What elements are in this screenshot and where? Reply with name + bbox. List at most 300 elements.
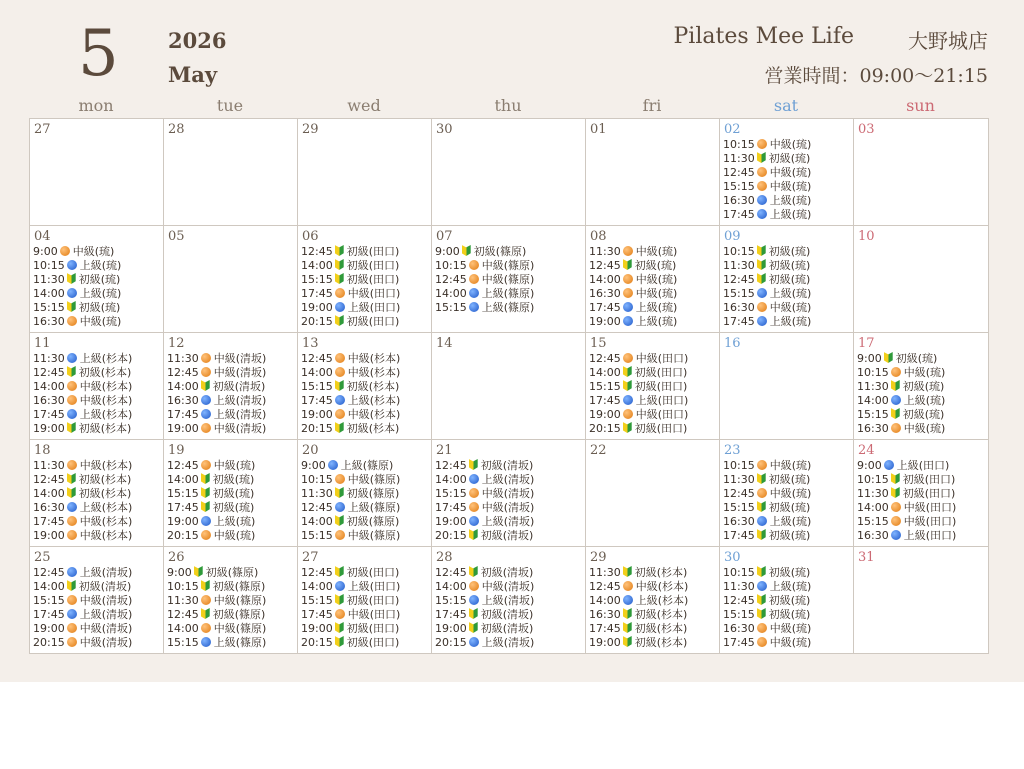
class-label: 初級(琉) [902, 408, 945, 421]
class-label: 中級(清坂) [213, 422, 267, 435]
class-time: 17:45 [167, 408, 199, 421]
class-entry [586, 352, 719, 366]
beginner-leaf-icon [67, 366, 76, 377]
class-entry [298, 394, 431, 408]
class-entry [164, 380, 297, 394]
day-number: 27 [302, 550, 319, 565]
class-time: 12:45 [167, 459, 199, 472]
class-entry [720, 301, 853, 315]
class-label: 初級(琉) [768, 594, 811, 607]
class-label: 初級(田口) [346, 315, 400, 328]
class-label: 初級(清坂) [480, 622, 534, 635]
class-entry [586, 566, 719, 580]
class-label: 初級(杉本) [78, 487, 132, 500]
mid-level-dot-icon [891, 367, 901, 377]
day-number: 18 [34, 443, 51, 458]
advanced-level-dot-icon [201, 516, 211, 526]
class-entry [720, 208, 853, 222]
class-label: 初級(琉) [212, 501, 255, 514]
class-time: 9:00 [857, 459, 882, 472]
studio-name: Pilates Mee Life [673, 24, 854, 49]
class-time: 11:30 [167, 594, 199, 607]
beginner-leaf-icon [335, 259, 344, 270]
class-entry [854, 515, 988, 529]
weekday-fri: fri [642, 96, 662, 115]
class-label: 初級(田口) [634, 422, 688, 435]
advanced-level-dot-icon [623, 395, 633, 405]
class-time: 14:00 [33, 580, 65, 593]
beginner-leaf-icon [623, 608, 632, 619]
class-time: 20:15 [167, 529, 199, 542]
class-time: 19:00 [301, 408, 333, 421]
advanced-level-dot-icon [469, 288, 479, 298]
class-label: 上級(篠原) [347, 501, 401, 514]
class-label: 中級(清坂) [213, 352, 267, 365]
day-number: 21 [436, 443, 453, 458]
class-entry [30, 594, 163, 608]
class-time: 15:15 [723, 608, 755, 621]
mid-level-dot-icon [469, 581, 479, 591]
class-time: 17:45 [33, 515, 65, 528]
class-label: 中級(琉) [72, 245, 115, 258]
class-entry [720, 566, 853, 580]
beginner-leaf-icon [335, 315, 344, 326]
class-label: 初級(琉) [634, 259, 677, 272]
class-time: 12:45 [435, 273, 467, 286]
day-number: 17 [858, 336, 875, 351]
mid-level-dot-icon [757, 460, 767, 470]
class-label: 中級(琉) [635, 287, 678, 300]
class-time: 11:30 [301, 487, 333, 500]
class-label: 初級(田口) [346, 245, 400, 258]
class-label: 上級(篠原) [481, 301, 535, 314]
class-label: 中級(琉) [635, 273, 678, 286]
day-number: 22 [590, 443, 607, 458]
mid-level-dot-icon [67, 381, 77, 391]
class-label: 初級(篠原) [212, 580, 266, 593]
mid-level-dot-icon [67, 316, 77, 326]
day-number: 11 [34, 336, 51, 351]
class-label: 初級(田口) [346, 594, 400, 607]
mid-level-dot-icon [67, 516, 77, 526]
day-cell [298, 440, 432, 547]
class-time: 12:45 [435, 459, 467, 472]
class-entry [164, 394, 297, 408]
beginner-leaf-icon [757, 529, 766, 540]
class-label: 上級(杉本) [635, 594, 689, 607]
class-time: 14:00 [589, 594, 621, 607]
class-entry [586, 301, 719, 315]
day-number: 23 [724, 443, 741, 458]
class-entry [30, 352, 163, 366]
class-label: 初級(琉) [768, 529, 811, 542]
beginner-leaf-icon [623, 422, 632, 433]
class-time: 12:45 [33, 366, 65, 379]
class-time: 15:15 [167, 636, 199, 649]
class-entry [30, 259, 163, 273]
class-entry [164, 459, 297, 473]
mid-level-dot-icon [757, 139, 767, 149]
class-entry [586, 580, 719, 594]
class-time: 15:15 [33, 301, 65, 314]
class-entry [720, 166, 853, 180]
advanced-level-dot-icon [335, 395, 345, 405]
week-row [30, 119, 989, 226]
day-cell [432, 333, 586, 440]
class-time: 17:45 [435, 608, 467, 621]
beginner-leaf-icon [891, 380, 900, 391]
day-cell [720, 440, 854, 547]
advanced-level-dot-icon [67, 609, 77, 619]
class-time: 19:00 [33, 622, 65, 635]
mid-level-dot-icon [891, 516, 901, 526]
class-entry [854, 487, 988, 501]
class-label: 中級(篠原) [347, 473, 401, 486]
class-label: 中級(琉) [79, 315, 122, 328]
class-label: 中級(杉本) [79, 380, 133, 393]
branch-name: 大野城店 [908, 29, 988, 53]
class-entry [164, 594, 297, 608]
advanced-level-dot-icon [335, 581, 345, 591]
class-time: 14:00 [301, 515, 333, 528]
class-label: 上級(清坂) [481, 515, 535, 528]
class-time: 15:15 [301, 529, 333, 542]
class-entry [30, 422, 163, 436]
weekday-wed: wed [347, 96, 381, 115]
mid-level-dot-icon [757, 637, 767, 647]
day-cell [298, 226, 432, 333]
day-cell [720, 226, 854, 333]
advanced-level-dot-icon [757, 316, 767, 326]
beginner-leaf-icon [335, 566, 344, 577]
beginner-leaf-icon [335, 380, 344, 391]
class-entry [164, 422, 297, 436]
class-label: 初級(田口) [346, 566, 400, 579]
class-entry [432, 636, 585, 650]
class-label: 初級(杉本) [78, 473, 132, 486]
mid-level-dot-icon [201, 623, 211, 633]
mid-level-dot-icon [201, 595, 211, 605]
mid-level-dot-icon [757, 302, 767, 312]
class-label: 中級(清坂) [213, 366, 267, 379]
advanced-level-dot-icon [891, 530, 901, 540]
class-time: 11:30 [723, 259, 755, 272]
class-time: 20:15 [589, 422, 621, 435]
class-entry [30, 636, 163, 650]
class-entry [298, 459, 431, 473]
class-time: 16:30 [33, 315, 65, 328]
mid-level-dot-icon [201, 353, 211, 363]
class-time: 17:45 [589, 301, 621, 314]
class-label: 中級(杉本) [79, 459, 133, 472]
mid-level-dot-icon [67, 623, 77, 633]
class-time: 17:45 [435, 501, 467, 514]
class-time: 12:45 [435, 566, 467, 579]
beginner-leaf-icon [884, 352, 893, 363]
class-label: 上級(琉) [635, 301, 678, 314]
day-cell [586, 226, 720, 333]
class-entry [854, 352, 988, 366]
class-entry [298, 315, 431, 329]
class-entry [720, 180, 853, 194]
mid-level-dot-icon [335, 409, 345, 419]
class-time: 15:15 [589, 380, 621, 393]
class-entry [298, 473, 431, 487]
class-entry [30, 287, 163, 301]
day-cell [586, 547, 720, 654]
class-label: 中級(杉本) [79, 394, 133, 407]
day-number: 04 [34, 229, 51, 244]
class-entry [30, 301, 163, 315]
class-time: 11:30 [723, 152, 755, 165]
class-time: 11:30 [33, 273, 65, 286]
class-time: 16:30 [33, 501, 65, 514]
beginner-leaf-icon [623, 636, 632, 647]
day-number: 13 [302, 336, 319, 351]
class-time: 16:30 [857, 422, 889, 435]
mid-level-dot-icon [757, 623, 767, 633]
class-entry [432, 259, 585, 273]
year-label: 2026 [168, 28, 227, 53]
class-time: 16:30 [857, 529, 889, 542]
class-entry [432, 580, 585, 594]
advanced-level-dot-icon [335, 302, 345, 312]
day-cell [30, 440, 164, 547]
class-time: 9:00 [435, 245, 460, 258]
class-label: 初級(杉本) [634, 636, 688, 649]
class-label: 中級(篠原) [213, 622, 267, 635]
class-label: 上級(田口) [347, 580, 401, 593]
class-label: 中級(田口) [635, 352, 689, 365]
class-time: 15:15 [301, 594, 333, 607]
class-label: 初級(篠原) [346, 487, 400, 500]
class-entry [164, 636, 297, 650]
class-label: 中級(琉) [769, 459, 812, 472]
day-cell [30, 226, 164, 333]
class-entry [432, 608, 585, 622]
mid-level-dot-icon [67, 595, 77, 605]
class-time: 12:45 [301, 352, 333, 365]
class-label: 上級(杉本) [79, 352, 133, 365]
mid-level-dot-icon [335, 530, 345, 540]
class-time: 14:00 [435, 580, 467, 593]
class-label: 初級(杉本) [346, 422, 400, 435]
class-label: 上級(田口) [347, 301, 401, 314]
class-time: 10:15 [33, 259, 65, 272]
class-time: 14:00 [33, 380, 65, 393]
class-entry [854, 408, 988, 422]
beginner-leaf-icon [194, 566, 203, 577]
day-cell [432, 547, 586, 654]
week-row [30, 547, 989, 654]
beginner-leaf-icon [757, 152, 766, 163]
day-number: 30 [436, 122, 453, 137]
mid-level-dot-icon [469, 502, 479, 512]
class-entry [164, 608, 297, 622]
class-label: 中級(杉本) [347, 408, 401, 421]
class-time: 20:15 [435, 529, 467, 542]
class-label: 上級(杉本) [347, 394, 401, 407]
weekday-thu: thu [494, 96, 522, 115]
class-time: 12:45 [589, 259, 621, 272]
day-cell [854, 547, 989, 654]
class-entry [432, 529, 585, 543]
beginner-leaf-icon [891, 408, 900, 419]
day-number: 27 [34, 122, 51, 137]
class-entry [164, 622, 297, 636]
class-entry [298, 487, 431, 501]
class-entry [586, 594, 719, 608]
mid-level-dot-icon [891, 423, 901, 433]
day-cell [30, 333, 164, 440]
class-time: 19:00 [33, 422, 65, 435]
class-time: 16:30 [589, 287, 621, 300]
mid-level-dot-icon [469, 260, 479, 270]
class-entry [298, 380, 431, 394]
beginner-leaf-icon [757, 259, 766, 270]
beginner-leaf-icon [67, 473, 76, 484]
weekday-header [29, 96, 992, 118]
advanced-level-dot-icon [67, 567, 77, 577]
advanced-level-dot-icon [884, 460, 894, 470]
class-time: 16:30 [167, 394, 199, 407]
class-label: 初級(琉) [212, 487, 255, 500]
class-label: 上級(田口) [903, 529, 957, 542]
class-label: 初級(杉本) [78, 366, 132, 379]
day-number: 02 [724, 122, 741, 137]
mid-level-dot-icon [623, 581, 633, 591]
class-label: 上級(琉) [903, 394, 946, 407]
class-time: 14:00 [857, 394, 889, 407]
class-entry [164, 529, 297, 543]
class-label: 中級(清坂) [79, 636, 133, 649]
advanced-level-dot-icon [67, 353, 77, 363]
mid-level-dot-icon [623, 409, 633, 419]
class-time: 19:00 [435, 622, 467, 635]
beginner-leaf-icon [469, 459, 478, 470]
class-time: 10:15 [857, 366, 889, 379]
class-label: 中級(清坂) [79, 594, 133, 607]
week-row [30, 333, 989, 440]
day-cell [164, 440, 298, 547]
class-time: 12:45 [167, 608, 199, 621]
day-number: 10 [858, 229, 875, 244]
class-entry [586, 608, 719, 622]
advanced-level-dot-icon [757, 195, 767, 205]
advanced-level-dot-icon [757, 209, 767, 219]
day-number: 31 [858, 550, 875, 565]
day-number: 30 [724, 550, 741, 565]
weekday-tue: tue [216, 96, 244, 115]
class-entry [30, 566, 163, 580]
beginner-leaf-icon [623, 380, 632, 391]
beginner-leaf-icon [201, 473, 210, 484]
class-time: 16:30 [589, 608, 621, 621]
class-time: 10:15 [435, 259, 467, 272]
day-number: 15 [590, 336, 607, 351]
class-time: 12:45 [33, 473, 65, 486]
class-entry [720, 501, 853, 515]
class-entry [586, 380, 719, 394]
day-cell [586, 119, 720, 226]
class-label: 中級(琉) [213, 459, 256, 472]
mid-level-dot-icon [67, 637, 77, 647]
class-time: 15:15 [435, 594, 467, 607]
beginner-leaf-icon [469, 529, 478, 540]
class-entry [164, 473, 297, 487]
beginner-leaf-icon [757, 473, 766, 484]
class-time: 12:45 [589, 352, 621, 365]
class-label: 中級(琉) [769, 301, 812, 314]
class-entry [298, 501, 431, 515]
class-label: 中級(田口) [347, 608, 401, 621]
advanced-level-dot-icon [469, 595, 479, 605]
class-entry [720, 152, 853, 166]
class-label: 上級(杉本) [79, 501, 133, 514]
class-time: 11:30 [723, 580, 755, 593]
class-label: 中級(杉本) [635, 580, 689, 593]
class-entry [854, 422, 988, 436]
class-entry [720, 287, 853, 301]
beginner-leaf-icon [469, 608, 478, 619]
mid-level-dot-icon [67, 530, 77, 540]
beginner-leaf-icon [891, 487, 900, 498]
mid-level-dot-icon [623, 288, 633, 298]
class-label: 初級(田口) [346, 273, 400, 286]
class-label: 上級(琉) [769, 208, 812, 221]
class-entry [30, 622, 163, 636]
class-time: 17:45 [301, 287, 333, 300]
class-label: 初級(琉) [768, 501, 811, 514]
class-label: 上級(清坂) [213, 408, 267, 421]
class-label: 初級(清坂) [480, 566, 534, 579]
class-time: 12:45 [301, 501, 333, 514]
advanced-level-dot-icon [623, 302, 633, 312]
class-time: 16:30 [723, 194, 755, 207]
class-entry [30, 487, 163, 501]
month-number: 5 [78, 17, 119, 91]
class-label: 初級(琉) [768, 273, 811, 286]
class-label: 初級(杉本) [634, 622, 688, 635]
class-time: 20:15 [301, 636, 333, 649]
class-time: 12:45 [723, 594, 755, 607]
advanced-level-dot-icon [623, 316, 633, 326]
class-entry [720, 315, 853, 329]
class-entry [30, 515, 163, 529]
advanced-level-dot-icon [328, 460, 338, 470]
class-time: 15:15 [435, 301, 467, 314]
class-time: 20:15 [301, 422, 333, 435]
class-entry [30, 315, 163, 329]
day-cell [720, 119, 854, 226]
class-label: 上級(清坂) [481, 473, 535, 486]
class-entry [854, 459, 988, 473]
day-cell [432, 440, 586, 547]
advanced-level-dot-icon [67, 288, 77, 298]
day-number: 07 [436, 229, 453, 244]
advanced-level-dot-icon [757, 516, 767, 526]
beginner-leaf-icon [623, 566, 632, 577]
class-label: 中級(琉) [769, 166, 812, 179]
class-label: 初級(田口) [902, 473, 956, 486]
class-label: 上級(篠原) [481, 287, 535, 300]
mid-level-dot-icon [757, 488, 767, 498]
class-label: 中級(田口) [903, 515, 957, 528]
day-cell [298, 119, 432, 226]
mid-level-dot-icon [335, 474, 345, 484]
class-entry [298, 366, 431, 380]
class-time: 12:45 [33, 566, 65, 579]
